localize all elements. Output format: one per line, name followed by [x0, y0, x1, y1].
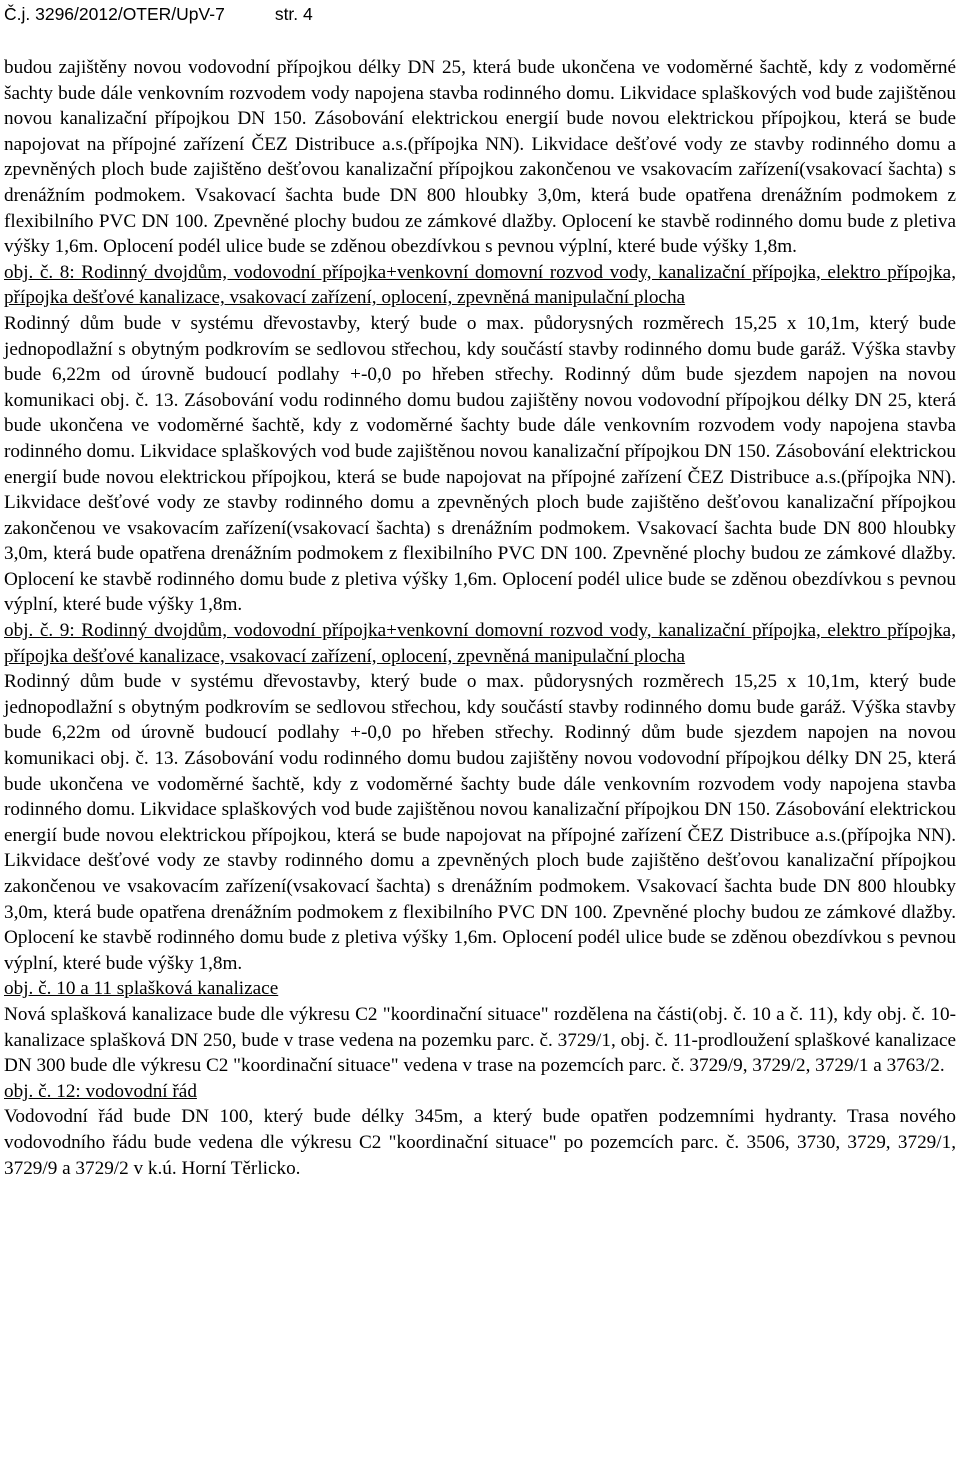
page-header	[4, 0, 956, 29]
section-text: Nová splašková kanalizace bude dle výkresu C2 "koordinační situace" rozdělena na části(obj. č. 10 a č. 11), kdy obj. č. 10-kanalizace splašková DN 250, bude v trase vedena na pozemku parc. č. 3729/1, obj. č. 11-prodloužení splaškové kanalizace DN 300 bude dle výkresu C2 "koordinační situace" vedena v trase na pozemcích parc. č. 3729/9, 3729/2, 3729/1 a 3763/2.	[4, 1003, 956, 1077]
section-text: Rodinný dům bude v systému dřevostavby, který bude o max. půdorysných rozměrech 15,25 x 10,1m, který bude jednopodlažní s obytným podkrovím se sedlovou střechou, kdy součástí stavby rodinného domu bude garáž. Výška stavby bude 6,22m od úrovně budoucí podlahy +-0,0 po hřeben střechy. Rodinný dům bude sjezdem napojen na novou komunikaci obj. č. 13. Zásobování vodu rodinného domu budou zajištěny novou vodovodní přípojkou délky DN 25, která bude ukončena ve vodoměrné šachtě, kdy z vodoměrné šachty bude dále venkovním rozvodem vody napojena stavba rodinného domu. Likvidace splaškových vod bude zajištěnou novou kanalizační přípojkou DN 150. Zásobování elektrickou energií bude novou elektrickou přípojkou, která se bude napojovat na přípojné zařízení ČEZ Distribuce a.s.(přípojka NN). Likvidace dešťové vody ze stavby rodinného domu a zpevněných ploch bude zajištěno dešťovou kanalizační přípojkou zakončenou ve vsakovacím zařízení(vsakovací šachta) s drenážním podmokem. Vsakovací šachta bude DN 800 hloubky 3,0m, která bude opatřena drenážním podmokem z flexibilního PVC DN 100. Zpevněné plochy budou ze zámkové dlažby. Oplocení ke stavbě rodinného domu bude z pletiva výšky 1,6m. Oplocení podél ulice bude se zděnou obezdívkou s pevnou výplní, které bude výšky 1,8m.	[4, 671, 956, 974]
section-obj-12	[4, 1079, 956, 1181]
intro-paragraph: budou zajištěny novou vodovodní přípojkou délky DN 25, která bude ukončena ve vodoměrné šachtě, kdy z vodoměrné šachty bude dále venkovním rozvodem vody napojena stavba rodinného domu. Likvidace splaškových vod bude zajištěnou novou kanalizační přípojkou DN 150. Zásobování elektrickou energií bude novou elektrickou přípojkou, která se bude napojovat na přípojné zařízení ČEZ Distribuce a.s.(přípojka NN). Likvidace dešťové vody ze stavby rodinného domu a zpevněných ploch bude zajištěno dešťovou kanalizační přípojkou zakončenou ve vsakovacím zařízení(vsakovací šachta) s drenážním podmokem. Vsakovací šachta bude DN 800 hloubky 3,0m, která bude opatřena drenážním podmokem z flexibilního PVC DN 100. Zpevněné plochy budou ze zámkové dlažby. Oplocení ke stavbě rodinného domu bude z pletiva výšky 1,6m. Oplocení podél ulice bude se zděnou obezdívkou s pevnou výplní, které bude výšky 1,8m.	[4, 57, 956, 258]
page-number: str. 4	[274, 4, 313, 24]
section-heading: obj. č. 10 a 11 splašková kanalizace	[4, 978, 279, 1000]
section-text: Vodovodní řád bude DN 100, který bude délky 345m, a který bude opatřen podzemními hydranty. Trasa nového vodovodního řádu bude vedena dle výkresu C2 "koordinační situace" po pozemcích parc. č. 3506, 3730, 3729, 3729/1, 3729/9 a 3729/2 v k.ú. Horní Těrlicko.	[4, 1106, 956, 1179]
section-text: Rodinný dům bude v systému dřevostavby, který bude o max. půdorysných rozměrech 15,25 x 10,1m, který bude jednopodlažní s obytným podkrovím se sedlovou střechou, kdy součástí stavby rodinného domu bude garáž. Výška stavby bude 6,22m od úrovně budoucí podlahy +-0,0 po hřeben střechy. Rodinný dům bude sjezdem napojen na novou komunikaci obj. č. 13. Zásobování vodu rodinného domu budou zajištěny novou vodovodní přípojkou délky DN 25, která bude ukončena ve vodoměrné šachtě, kdy z vodoměrné šachty bude dále venkovním rozvodem vody napojena stavba rodinného domu. Likvidace splaškových vod bude zajištěnou novou kanalizační přípojkou DN 150. Zásobování elektrickou energií bude novou elektrickou přípojkou, která se bude napojovat na přípojné zařízení ČEZ Distribuce a.s.(přípojka NN). Likvidace dešťové vody ze stavby rodinného domu a zpevněných ploch bude zajištěno dešťovou kanalizační přípojkou zakončenou ve vsakovacím zařízení(vsakovací šachta) s drenážním podmokem. Vsakovací šachta bude DN 800 hloubky 3,0m, která bude opatřena drenážním podmokem z flexibilního PVC DN 100. Zpevněné plochy budou ze zámkové dlažby. Oplocení ke stavbě rodinného domu bude z pletiva výšky 1,6m. Oplocení podél ulice bude se zděnou obezdívkou s pevnou výplní, které bude výšky 1,8m.	[4, 312, 956, 616]
section-heading: obj. č. 12: vodovodní řád	[4, 1080, 197, 1102]
document-page	[4, 0, 956, 1181]
section-heading: obj. č. 9: Rodinný dvojdům, vodovodní přípojka+venkovní domovní rozvod vody, kanalizační přípojka, elektro přípojka, přípojka dešťové kanalizace, vsakovací zařízení, oplocení, zpevněná manipulační plocha	[4, 620, 956, 667]
section-heading: obj. č. 8: Rodinný dvojdům, vodovodní přípojka+venkovní domovní rozvod vody, kanalizační přípojka, elektro přípojka, přípojka dešťové kanalizace, vsakovací zařízení, oplocení, zpevněná manipulační plocha	[4, 261, 956, 309]
section-obj-10-11	[4, 976, 956, 1078]
section-obj-8	[4, 260, 956, 618]
document-reference: Č.j. 3296/2012/OTER/UpV-7	[4, 4, 225, 24]
section-obj-9	[4, 618, 956, 976]
